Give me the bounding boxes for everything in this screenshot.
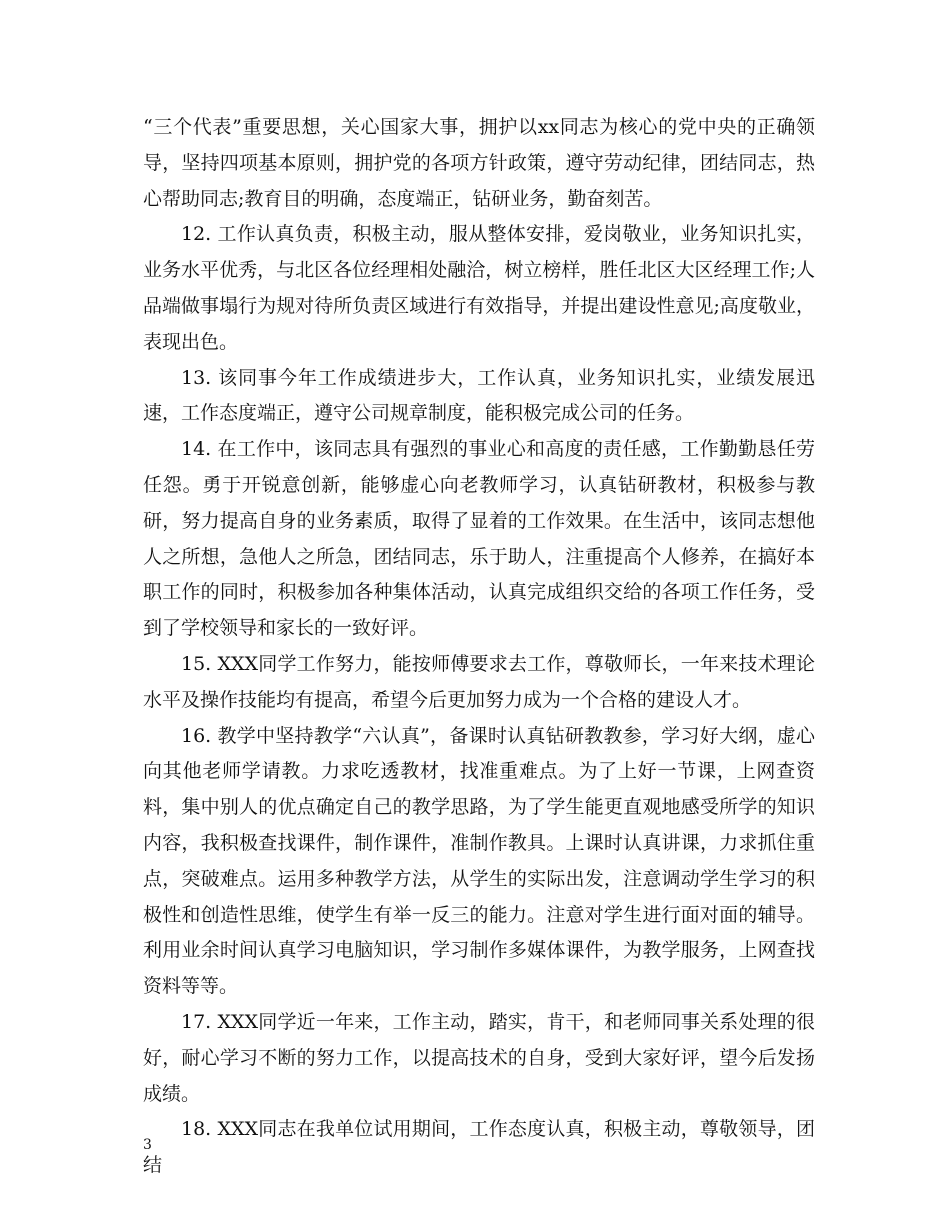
paragraph-item-18: 18. XXX同志在我单位试用期间，工作态度认真，积极主动，尊敬领导，团结 (143, 1118, 815, 1177)
paragraph-item-15: 15. XXX同学工作努力，能按师傅要求去工作，尊敬师长，一年来技术理论水平及操作技能均有提高，希望今后更加努力成为一个合格的建设人才。 (143, 652, 815, 711)
paragraph-item-17: 17. XXX同学近一年来，工作主动，踏实，肯干，和老师同事关系处理的很好，耐心学习不断的努力工作，以提高技术的自身，受到大家好评，望今后发扬成绩。 (143, 1010, 815, 1105)
document-body (143, 110, 815, 1184)
paragraph-item-14: 14. 在工作中，该同志具有强烈的事业心和高度的责任感，工作勤勤恳任劳任怨。勇于开锐意创新，能够虚心向老教师学习，认真钻研教材，积极参与教研，努力提高自身的业务素质，取得了显着的工作效果。在生活中，该同志想他人之所想，急他人之所急，团结同志，乐于助人，注重提高个人修养，在搞好本职工作的同时，积极参加各种集体活动，认真完成组织交给的各项工作任务，受到了学校领导和家长的一致好评。 (143, 438, 815, 640)
page-number: 3 (143, 1137, 152, 1153)
paragraph-item-16: 16. 教学中坚持教学“六认真”，备课时认真钻研教教参，学习好大纲，虚心向其他老师学请教。力求吃透教材，找准重难点。为了上好一节课，上网查资料，集中别人的优点确定自己的教学思路，为了学生能更直观地感受所学的知识内容，我积极查找课件，制作课件，准制作教具。上课时认真讲课，力求抓住重点，突破难点。运用多种教学方法，从学生的实际出发，注意调动学生学习的积极性和创造性思维，使学生有举一反三的能力。注意对学生进行面对面的辅导。利用业余时间认真学习电脑知识，学习制作多媒体课件，为教学服务，上网查找资料等等。 (143, 724, 815, 998)
paragraph-item-12: 12. 工作认真负责，积极主动，服从整体安排，爱岗敬业，业务知识扎实，业务水平优秀，与北区各位经理相处融洽，树立榜样，胜任北区大区经理工作;人品端做事塌行为规对待所负责区域进行有效指导，并提出建设性意见;高度敬业，表现出色。 (143, 223, 815, 353)
paragraph-continued: “三个代表”重要思想，关心国家大事，拥护以xx同志为核心的党中央的正确领导，坚持四项基本原则，拥护党的各项方针政策，遵守劳动纪律，团结同志，热心帮助同志;教育目的明确，态度端正，钻研业务，勤奋刻苦。 (143, 116, 815, 210)
paragraph-item-13: 13. 该同事今年工作成绩进步大，工作认真，业务知识扎实，业绩发展迅速，工作态度端正，遵守公司规章制度，能积极完成公司的任务。 (143, 366, 815, 425)
